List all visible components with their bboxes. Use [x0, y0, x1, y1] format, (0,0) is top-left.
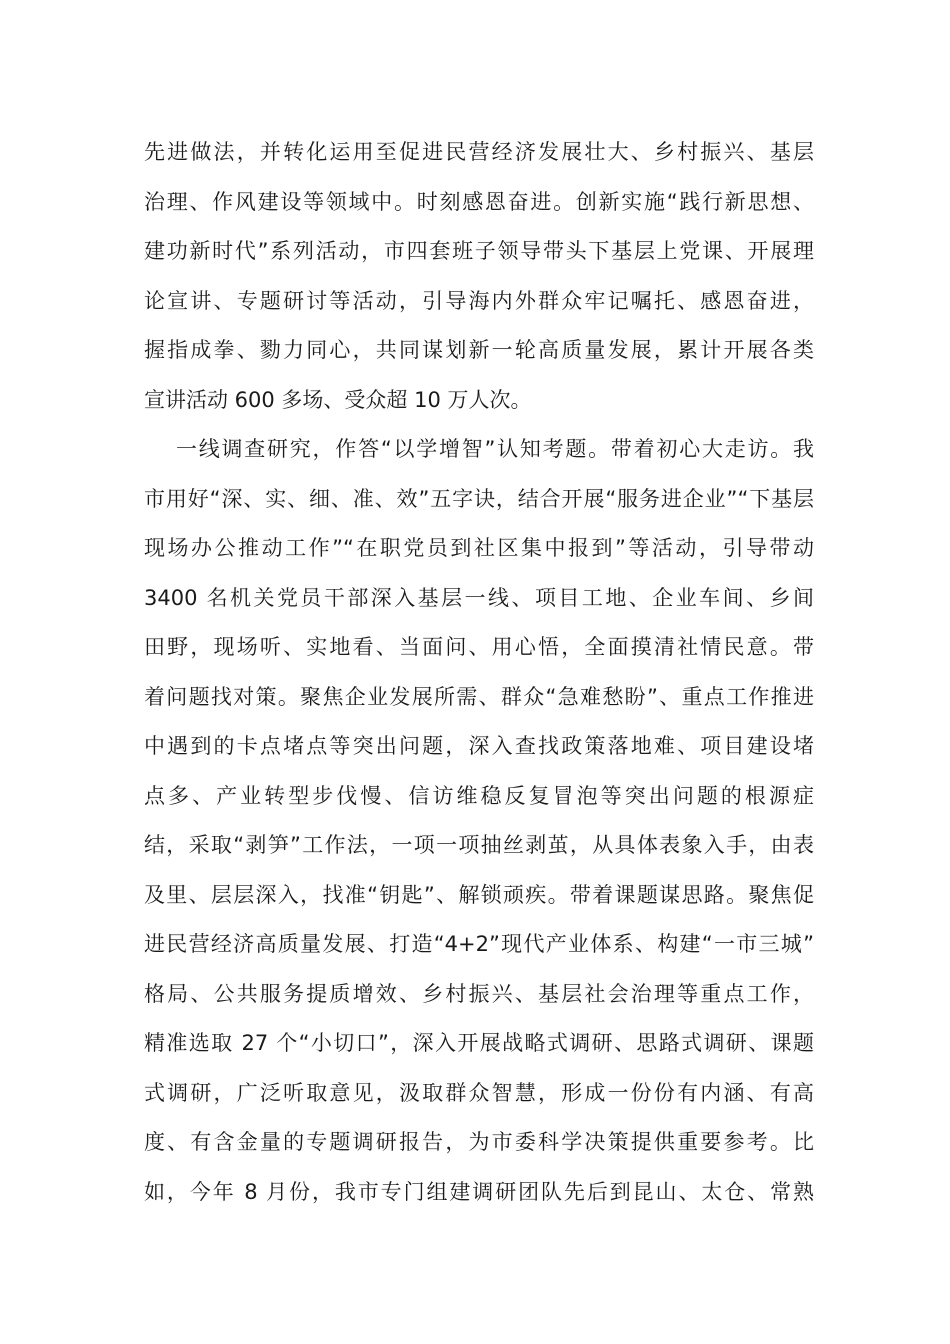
text-line: 田野，现场听、实地看、当面问、用心悟，全面摸清社情民意。带: [144, 635, 814, 659]
text-line: 一线调查研究，作答“以学增智”认知考题。带着初心大走访。我: [176, 437, 814, 461]
text-line: 点多、产业转型步伐慢、信访维稳反复冒泡等突出问题的根源症: [144, 783, 814, 808]
text-line: 结，采取“剥笋”工作法，一项一项抽丝剥茧，从具体表象入手，由表: [144, 833, 814, 857]
text-line: 度、有含金量的专题调研报告，为市委科学决策提供重要参考。比: [144, 1130, 814, 1154]
text-line: 建功新时代”系列活动，市四套班子领导带头下基层上党课、开展理: [144, 239, 814, 263]
text-line: 着问题找对策。聚焦企业发展所需、群众“急难愁盼”、重点工作推进: [144, 684, 814, 709]
text-line: 中遇到的卡点堵点等突出问题，深入查找政策落地难、项目建设堵: [144, 734, 814, 758]
text-line: 3400 名机关党员干部深入基层一线、项目工地、企业车间、乡间: [144, 585, 814, 610]
text-line: 市用好“深、实、细、准、效”五字诀，结合开展“服务进企业”“下基层: [144, 486, 814, 511]
text-line: 格局、公共服务提质增效、乡村振兴、基层社会治理等重点工作，: [144, 981, 814, 1006]
text-line: 治理、作风建设等领域中。时刻感恩奋进。创新实施“践行新思想、: [144, 189, 814, 214]
paragraph: [144, 128, 814, 425]
text-line: 精准选取 27 个“小切口”，深入开展战略式调研、思路式调研、课题: [144, 1031, 814, 1055]
text-line: 先进做法，并转化运用至促进民营经济发展壮大、乡村振兴、基层: [144, 140, 814, 164]
text-line: 式调研，广泛听取意见，汲取群众智慧，形成一份份有内涵、有高: [144, 1080, 814, 1105]
text-line: 现场办公推动工作”“在职党员到社区集中报到”等活动，引导带动: [144, 536, 814, 560]
text-line: 宣讲活动 600 多场、受众超 10 万人次。: [144, 387, 532, 412]
paragraph: [144, 425, 814, 1217]
text-line: 握指成拳、勠力同心，共同谋划新一轮高质量发展，累计开展各类: [144, 338, 814, 362]
body-text: [144, 128, 814, 1217]
text-line: 及里、层层深入，找准“钥匙”、解锁顽疾。带着课题谋思路。聚焦促: [144, 882, 814, 907]
text-line: 如，今年 8 月份，我市专门组建调研团队先后到昆山、太仓、常熟: [144, 1179, 814, 1204]
text-line: 论宣讲、专题研讨等活动，引导海内外群众牢记嘱托、感恩奋进，: [144, 288, 814, 313]
text-line: 进民营经济高质量发展、打造“4+2”现代产业体系、构建“一市三城”: [144, 932, 814, 956]
